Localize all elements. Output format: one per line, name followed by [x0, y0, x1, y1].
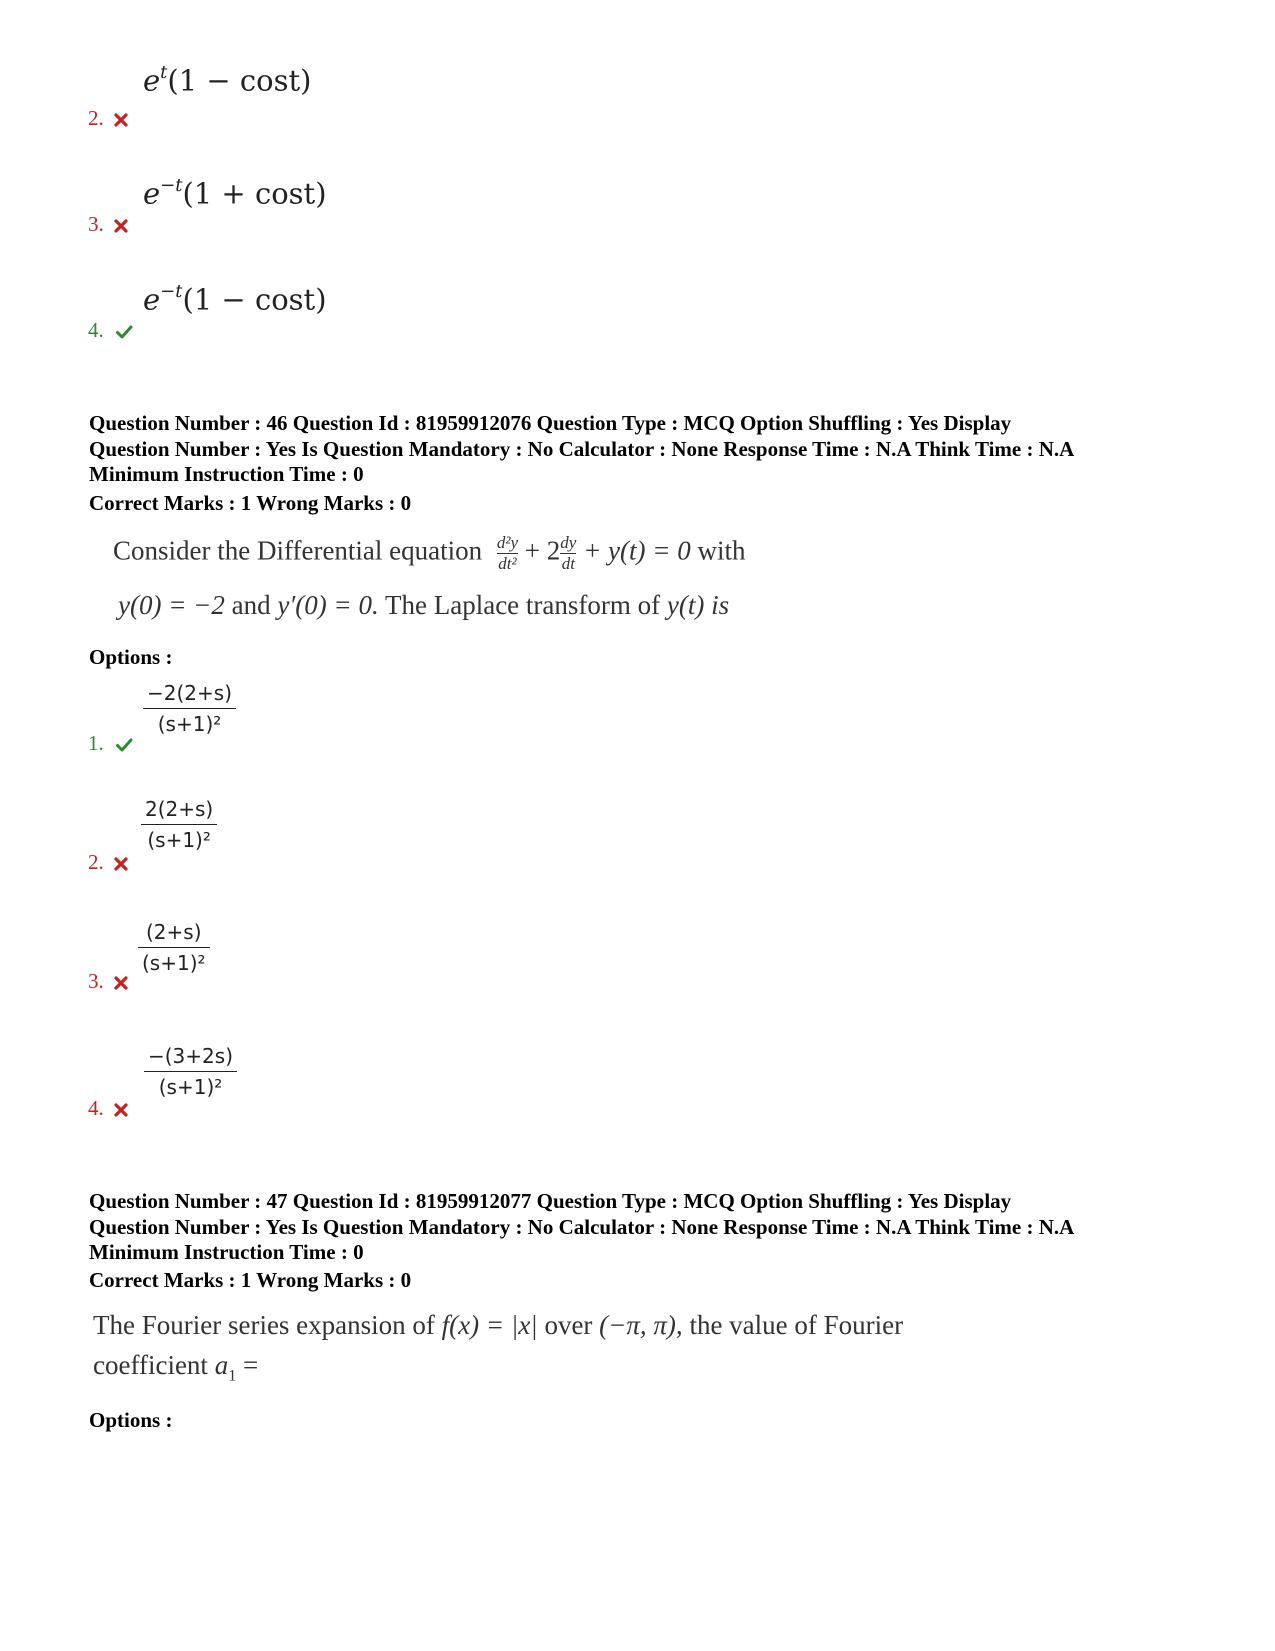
question-text-line2: coefficient $a_1$ = — [93, 1350, 259, 1385]
option-number: 2. — [88, 108, 129, 129]
option-fraction: −(3+2s) (s+1)² — [144, 1044, 237, 1099]
option-formula: $e^{-t}(1 + \cos t)$ — [143, 175, 327, 211]
question-marks: Correct Marks : 1 Wrong Marks : 0 — [89, 1268, 412, 1292]
option-number: 4. — [88, 320, 135, 341]
option-number: 1. — [88, 733, 135, 754]
question-text: The Fourier series expansion of f(x) = |x| over (−π, π), the value of Fourier — [93, 1310, 904, 1340]
question-text: Consider the Differential equation $\frac{\text{d²y}}{\text{dt²}}$ + 2 $\frac{dy}{dt}$ + y(t) = 0 with — [113, 533, 746, 573]
check-icon — [113, 737, 135, 753]
question-marks: Correct Marks : 1 Wrong Marks : 0 — [89, 491, 412, 515]
cross-icon — [113, 856, 129, 872]
option-number: 4. — [88, 1098, 129, 1119]
question-header: Question Number : 47 Question Id : 81959912077 Question Type : MCQ Option Shuffling : Yes Display Question Number : Yes Is Question Mandatory : No Calculator : None Response Time : N.A Think Time : N.A Minimum Instruction Time : 0 — [89, 1189, 1075, 1264]
cross-icon — [113, 1102, 129, 1118]
question-header: Question Number : 46 Question Id : 81959912076 Question Type : MCQ Option Shuffling : Yes Display Question Number : Yes Is Question Mandatory : No Calculator : None Response Time : N.A Think Time : N.A Minimum Instruction Time : 0 — [89, 411, 1075, 486]
option-formula: $e^{-t}(1 - \cos t)$ — [143, 281, 327, 317]
cross-icon — [113, 112, 129, 128]
options-label: Options : — [89, 1408, 173, 1432]
option-fraction: (2+s) (s+1)² — [138, 920, 210, 975]
option-number: 3. — [88, 971, 129, 992]
options-label: Options : — [89, 645, 173, 669]
option-fraction: 2(2+s) (s+1)² — [141, 797, 217, 852]
cross-icon — [113, 975, 129, 991]
question-text-line2: y(0) = −2 and y′(0) = 0. The Laplace transform of y(t) is — [118, 590, 730, 620]
option-formula: $e^t(1 - \cos t)$ — [143, 62, 312, 98]
option-number: 2. — [88, 852, 129, 873]
option-number: 3. — [88, 214, 129, 235]
option-fraction: −2(2+s) (s+1)² — [143, 681, 236, 736]
cross-icon — [113, 218, 129, 234]
check-icon — [113, 324, 135, 340]
